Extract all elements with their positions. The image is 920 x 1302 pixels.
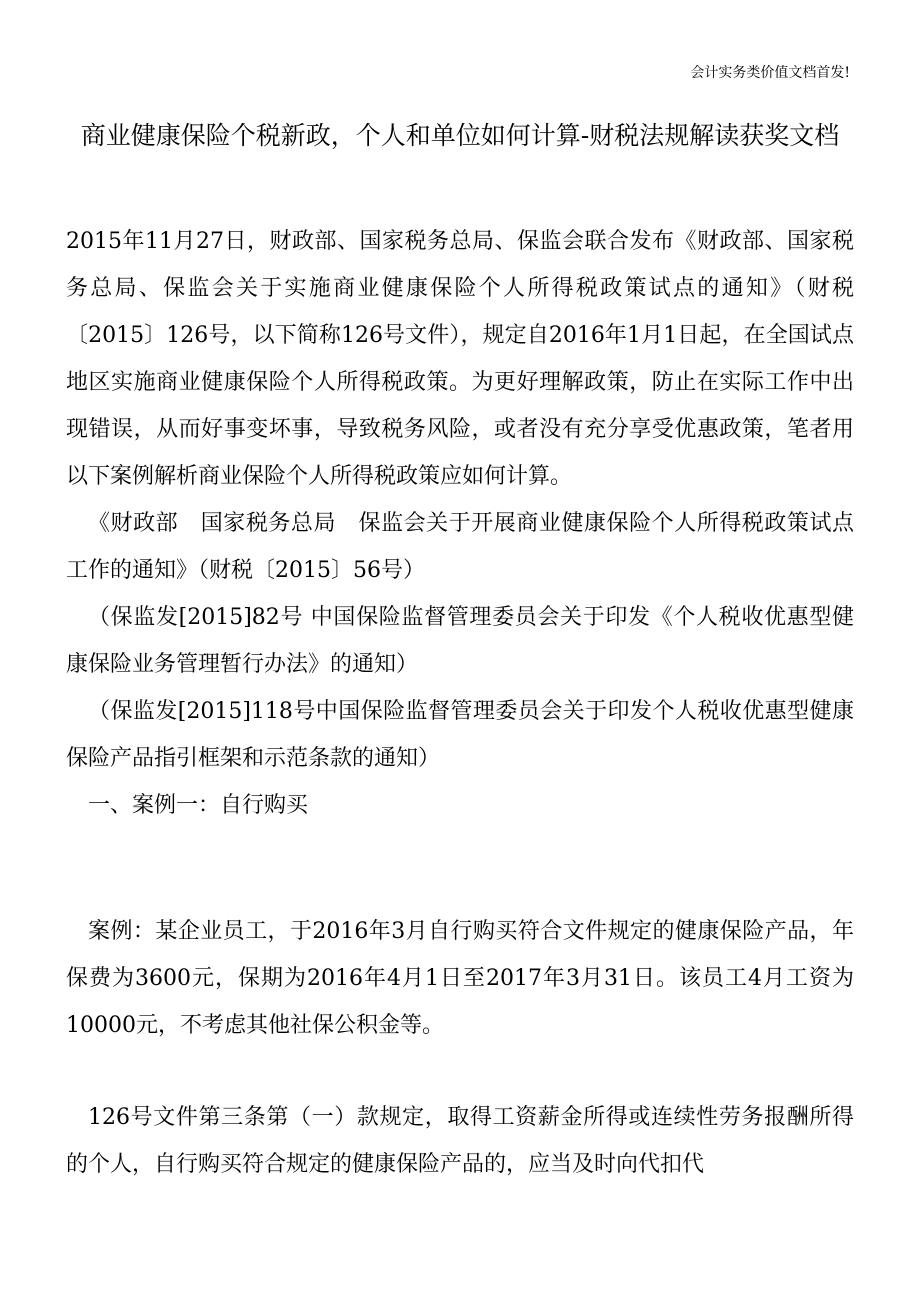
case1-paragraph: 案例：某企业员工，于2016年3月自行购买符合文件规定的健康保险产品，年保费为3600元，保期为2016年4月1日至2017年3月31日。该员工4月工资为10000元，不考虑其他社保公积金等。 [66, 919, 854, 1038]
section-heading-case1: 一、案例一：自行购买 [88, 793, 309, 818]
header-note: 会计实务类价值文档首发! [690, 65, 850, 81]
document-title: 商业健康保险个税新政，个人和单位如何计算-财税法规解读获奖文档 [80, 121, 840, 150]
document-body [66, 218, 854, 829]
reference-paragraph-1: 《财政部 国家税务总局 保监会关于开展商业健康保险个人所得税政策试点工作的通知》（财税〔2015〕56号） [66, 511, 854, 583]
reference-paragraph-3: （保监发[2015]118号中国保险监督管理委员会关于印发个人税收优惠型健康保险产品指引框架和示范条款的通知） [66, 699, 854, 771]
case-block [66, 908, 854, 1049]
rule-block [66, 1094, 854, 1188]
rule1-paragraph: 126号文件第三条第（一）款规定，取得工资薪金所得或连续性劳务报酬所得的个人，自行购买符合规定的健康保险产品的，应当及时向代扣代 [66, 1105, 854, 1177]
reference-paragraph-2: （保监发[2015]82号 中国保险监督管理委员会关于印发《个人税收优惠型健康保险业务管理暂行办法》的通知） [66, 605, 854, 677]
intro-paragraph: 2015年11月27日，财政部、国家税务总局、保监会联合发布《财政部、国家税务总局、保监会关于实施商业健康保险个人所得税政策试点的通知》（财税〔2015〕126号，以下简称126号文件），规定自2016年1月1日起，在全国试点地区实施商业健康保险个人所得税政策。为更好理解政策，防止在实际工作中出现错误，从而好事变坏事，导致税务风险，或者没有充分享受优惠政策，笔者用以下案例解析商业保险个人所得税政策应如何计算。 [66, 229, 854, 489]
